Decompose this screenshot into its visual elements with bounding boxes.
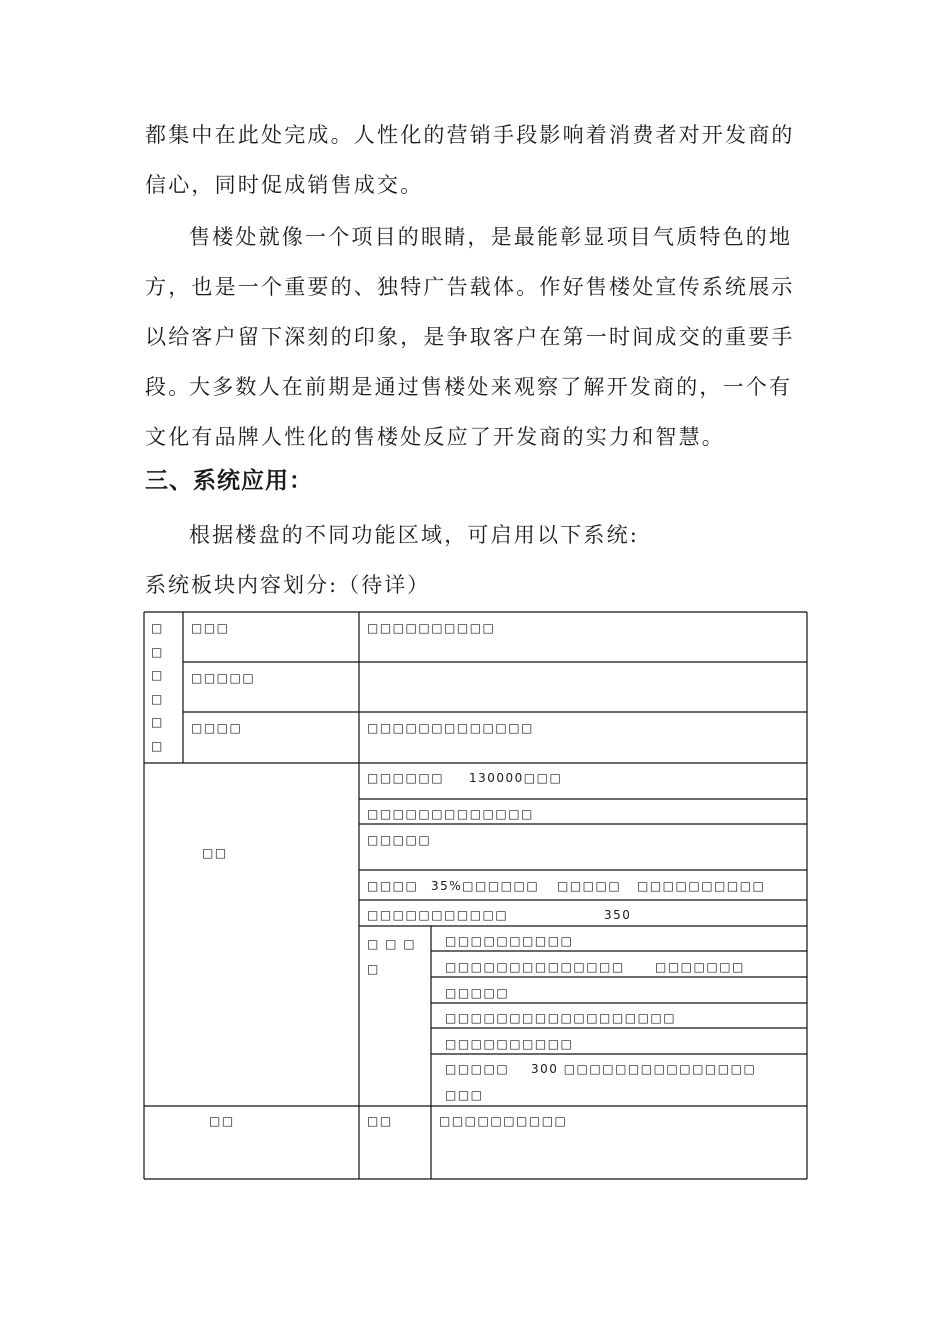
paragraph-sales-office: 售楼处就像一个项目的眼睛，是最能彰显项目气质特色的地方，也是一个重要的、独特广告载体。作好售楼处宣传系统展示以给客户留下深刻的印象，是争取客户在第一时间成交的重要手段。 <box>145 225 795 399</box>
row7-ratio: 35%□□□□□□ <box>431 879 540 893</box>
last-row-label: □□ <box>367 1114 393 1128</box>
paragraph-continuation: 都集中在此处完成。人性化的营销手段影响着消费者对开发商的信心，同时促成销售成交。 <box>145 123 795 197</box>
section-intro: 根据楼盘的不同功能区域，可启用以下系统: <box>189 523 640 547</box>
sub-row-6-value: 300 □□□□□□□□□□□□□□□ <box>531 1062 757 1076</box>
section-heading: 三、系统应用： <box>145 468 313 494</box>
row8-label: □□□□□□□□□□□ <box>367 908 509 922</box>
row1-label: □□□ <box>191 621 230 635</box>
row3-value: □□□□□□□□□□□□□ <box>367 721 534 735</box>
row1-value: □□□□□□□□□□ <box>367 621 496 635</box>
group-label-3: □□ <box>209 1114 235 1128</box>
sub-row-3: □□□□□ <box>445 986 510 1000</box>
sub-row-5: □□□□□□□□□□ <box>445 1037 574 1051</box>
last-row-value: □□□□□□□□□□ <box>439 1114 568 1128</box>
sub-row-6-label: □□□□□ <box>445 1062 510 1076</box>
group-label-1: □□□□□□ <box>151 621 163 753</box>
row2-label: □□□□□ <box>191 671 256 685</box>
sub-row-4: □□□□□□□□□□□□□□□□□□ <box>445 1011 677 1025</box>
sub-row-6-cont: □□□ <box>445 1088 484 1102</box>
row6-text: □□□□□ <box>367 833 432 847</box>
row5-text: □□□□□□□□□□□□□ <box>367 807 534 821</box>
area-label: □□□□□□ <box>367 771 445 785</box>
group-label-2: □□ <box>202 846 228 860</box>
sub-row-1: □□□□□□□□□□ <box>445 934 574 948</box>
area-value: 130000□□□ <box>469 771 563 785</box>
row8-value: 350 <box>604 908 632 922</box>
sub-row-2: □□□□□□□□□□□□□□ <box>445 960 625 974</box>
sub-group-label: □ □ □ □ <box>367 937 417 976</box>
row7-label-2: □□□□□ <box>557 879 622 893</box>
row7-value-2: □□□□□□□□□□ <box>637 879 766 893</box>
sub-row-2-extra: □□□□□□□ <box>655 960 745 974</box>
row7-label: □□□□ <box>367 879 419 893</box>
table-title: 系统板块内容划分:（待详） <box>145 573 431 597</box>
row3-label: □□□□ <box>191 721 243 735</box>
paragraph-developer-image: 大多数人在前期是通过售楼处来观察了解开发商的，一个有文化有品牌人性化的售楼处反应了开发商的实力和智慧。 <box>145 375 793 449</box>
